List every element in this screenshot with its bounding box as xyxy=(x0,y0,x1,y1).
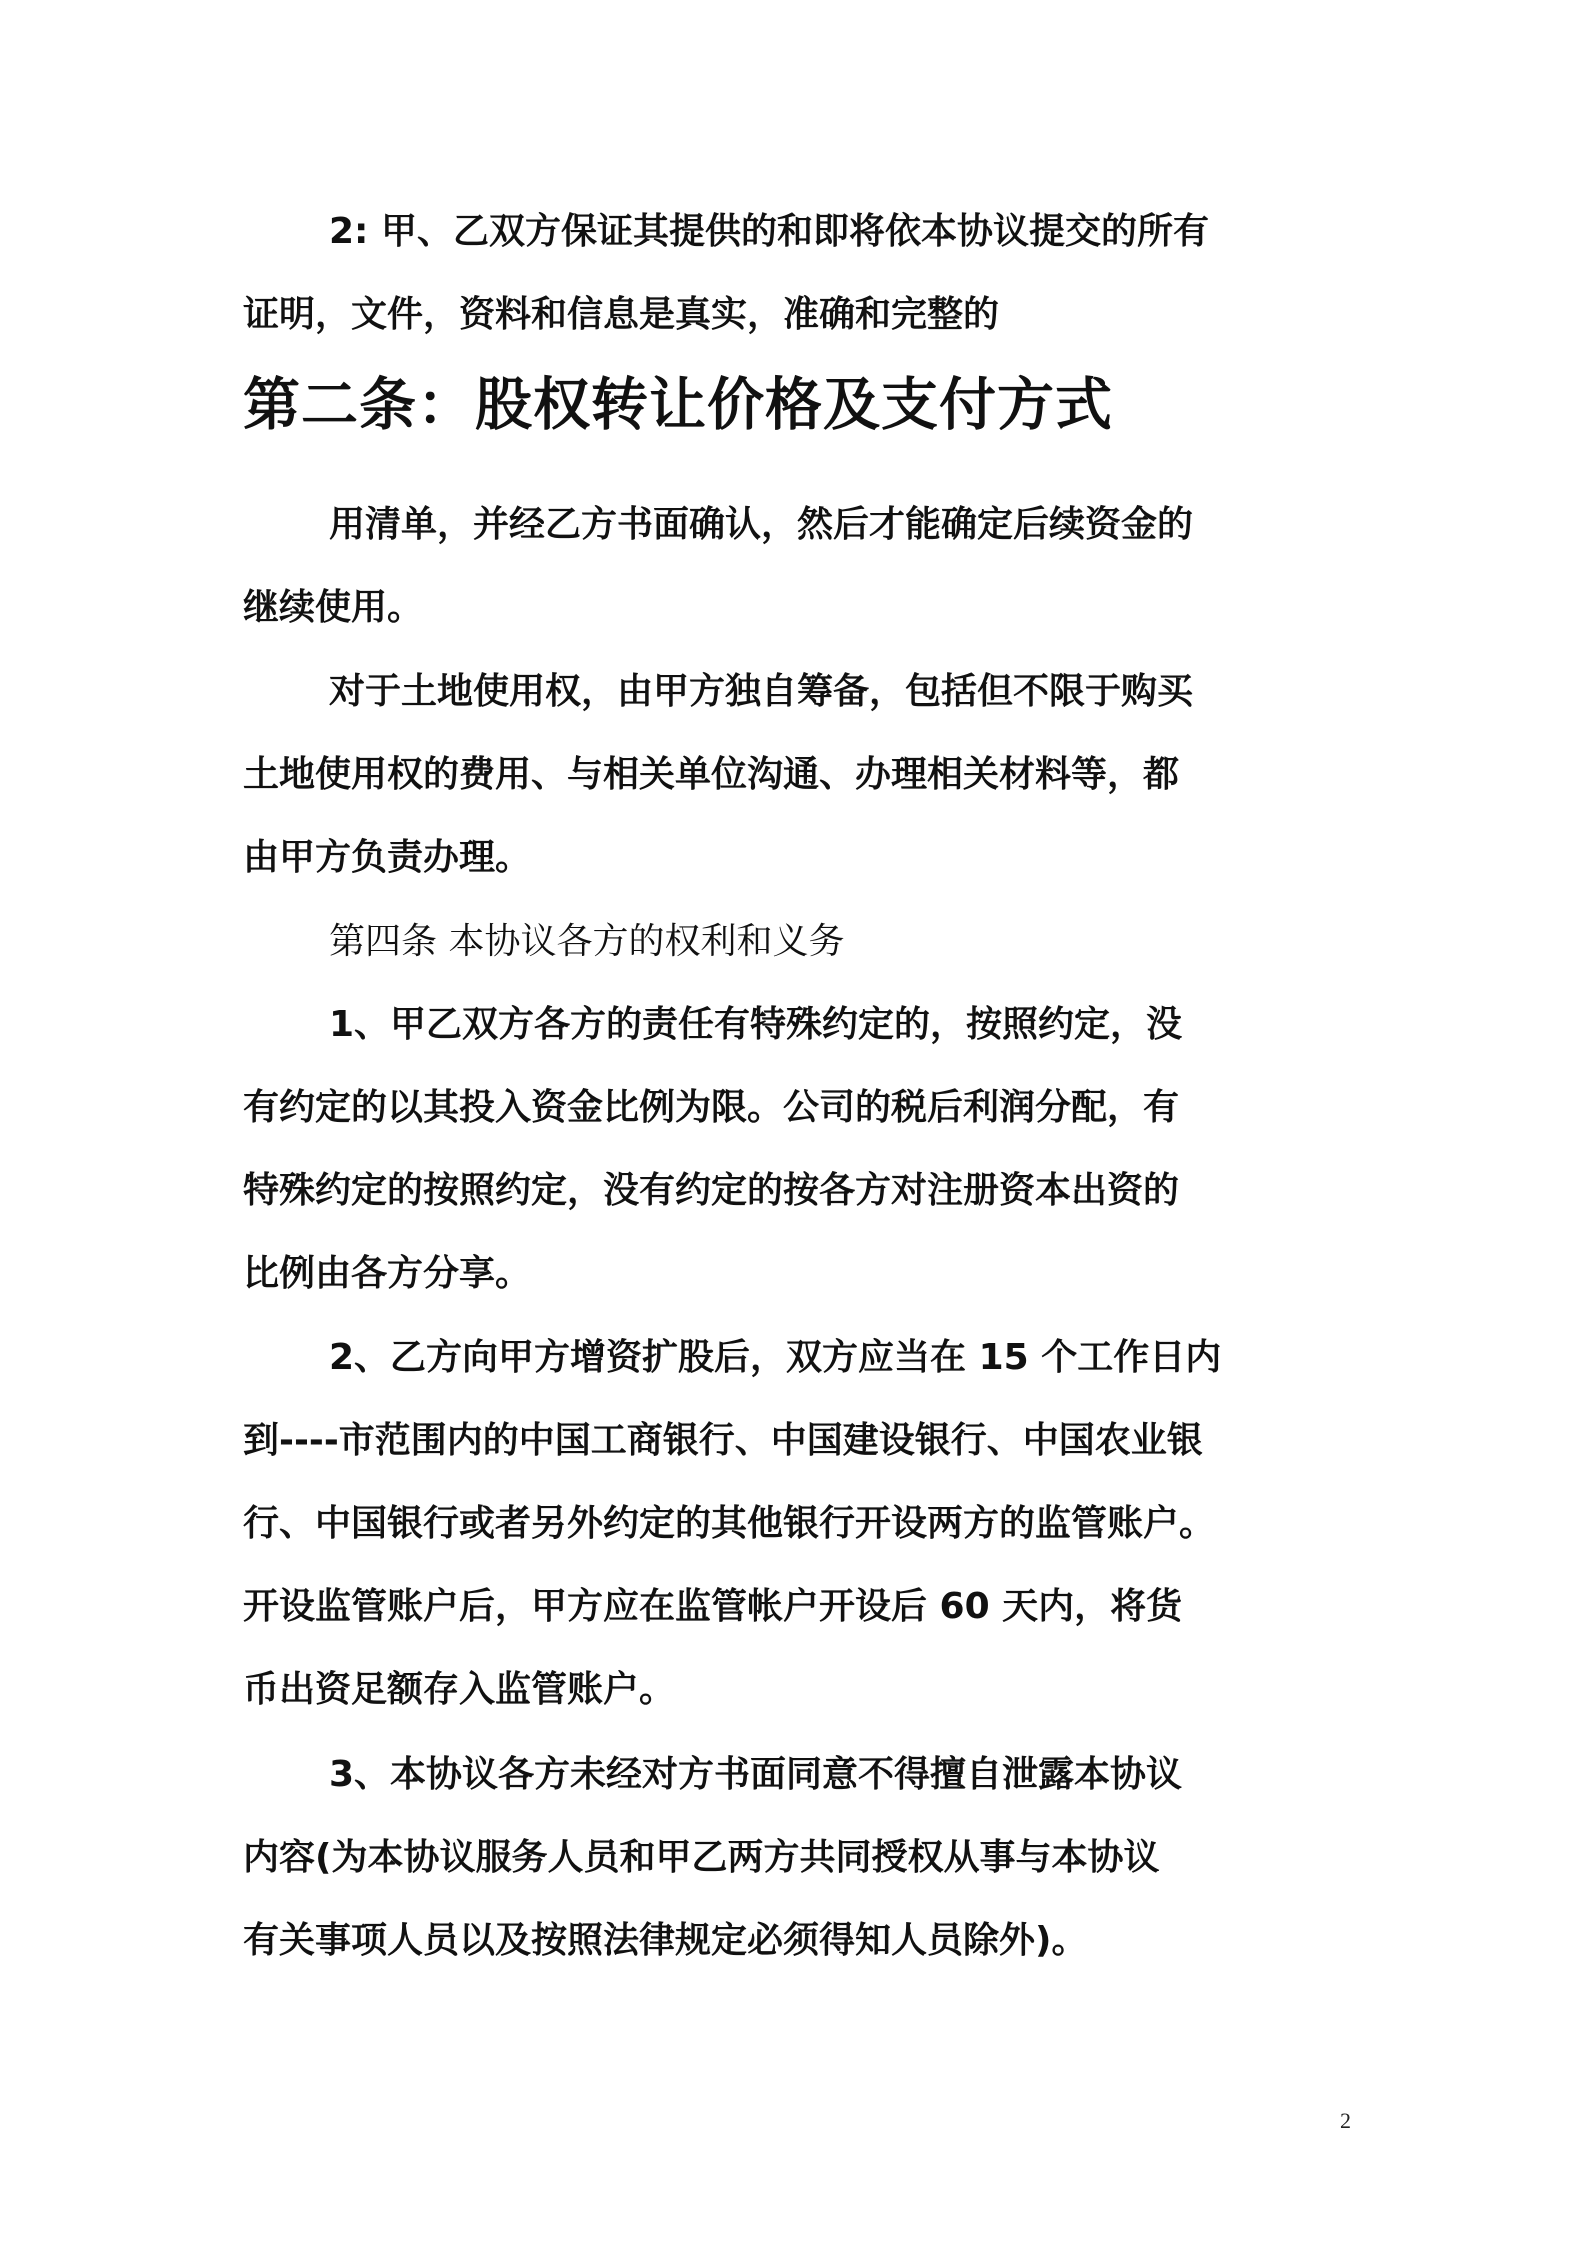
text-line: 有关事项人员以及按照法律规定必须得知人员除外)。 xyxy=(243,1920,1088,1961)
article-four-title xyxy=(243,900,1363,983)
section-heading: 第二条：股权转让价格及支付方式 xyxy=(243,372,1113,438)
paragraph-item-2 xyxy=(243,1316,1363,1731)
text-line: 币出资足额存入监管账户。 xyxy=(243,1669,676,1710)
text-line: 用清单，并经乙方书面确认，然后才能确定后续资金的 xyxy=(329,504,1194,545)
paragraph-land-use xyxy=(243,650,1363,899)
text-line: 到----市范围内的中国工商银行、中国建设银行、中国农业银 xyxy=(243,1420,1203,1461)
paragraph-fund-usage xyxy=(243,483,1363,649)
page-number: 2 xyxy=(1340,2108,1351,2133)
paragraph-item-3 xyxy=(243,1733,1363,1982)
text-line: 由甲方负责办理。 xyxy=(243,837,532,878)
text-line: 行、中国银行或者另外约定的其他银行开设两方的监管账户。 xyxy=(243,1503,1216,1544)
text-line: 2: 甲、乙双方保证其提供的和即将依本协议提交的所有 xyxy=(329,211,1209,252)
text-line: 继续使用。 xyxy=(243,587,424,628)
text-line: 第四条 本协议各方的权利和义务 xyxy=(329,921,845,962)
text-line: 比例由各方分享。 xyxy=(243,1253,532,1294)
text-line: 1、甲乙双方各方的责任有特殊约定的，按照约定，没 xyxy=(329,1004,1183,1045)
text-line: 有约定的以其投入资金比例为限。公司的税后利润分配，有 xyxy=(243,1087,1180,1128)
text-line: 特殊约定的按照约定，没有约定的按各方对注册资本出资的 xyxy=(243,1170,1180,1211)
text-line: 2、乙方向甲方增资扩股后，双方应当在 15 个工作日内 xyxy=(329,1337,1222,1378)
text-line: 对于土地使用权，由甲方独自筹备，包括但不限于购买 xyxy=(329,671,1194,712)
paragraph-item-1 xyxy=(243,983,1363,1315)
text-line: 内容(为本协议服务人员和甲乙两方共同授权从事与本协议 xyxy=(243,1837,1160,1878)
text-line: 土地使用权的费用、与相关单位沟通、办理相关材料等，都 xyxy=(243,754,1180,795)
text-line: 开设监管账户后，甲方应在监管帐户开设后 60 天内，将货 xyxy=(243,1586,1183,1627)
text-line: 3、本协议各方未经对方书面同意不得擅自泄露本协议 xyxy=(329,1754,1183,1795)
text-line: 证明，文件，资料和信息是真实，准确和完整的 xyxy=(243,294,1000,335)
paragraph-guarantee xyxy=(243,190,1363,356)
